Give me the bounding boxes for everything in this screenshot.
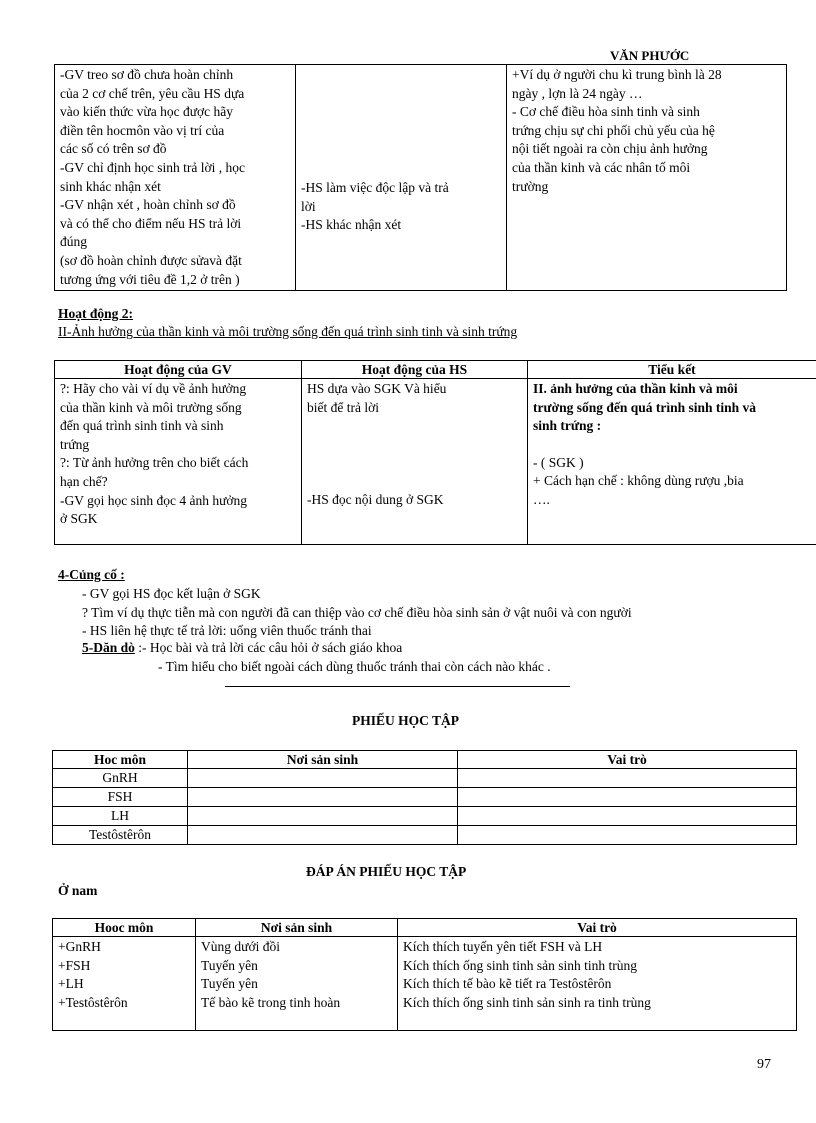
worksheet-title: PHIẾU HỌC TẬP xyxy=(352,713,460,728)
answer-line: Vùng dưới đồi xyxy=(201,939,280,954)
hs-activity-cell xyxy=(296,65,507,291)
text-line: +Ví dụ ở người chu kì trung bình là 28 xyxy=(512,67,722,82)
answer-line: Tuyến yên xyxy=(201,976,258,991)
role-cell[interactable] xyxy=(458,826,797,845)
origin-cell[interactable] xyxy=(188,769,458,788)
table-header-row xyxy=(55,361,816,379)
text-line: -GV nhận xét , hoàn chỉnh sơ đồ xyxy=(60,197,236,213)
activity2-table xyxy=(54,360,816,545)
table-row xyxy=(55,379,816,545)
text-line: - HS liên hệ thực tế trả lời: uống viên thuốc tránh thai xyxy=(82,623,372,638)
hormone-cell: LH xyxy=(53,807,188,826)
table-row xyxy=(53,807,797,826)
table-header-row xyxy=(53,919,797,937)
hormone-cell: Testôstêrôn xyxy=(53,826,188,845)
text-line: tương ứng với tiêu đề 1,2 ở trên ) xyxy=(60,271,240,287)
header-summary: Tiểu kết xyxy=(528,361,816,379)
header-role: Vai trò xyxy=(398,919,797,937)
homework-line-2: - Tìm hiểu cho biết ngoài cách dùng thuốc tránh thai còn cách nào khác . xyxy=(158,659,551,674)
answer-line: Kích thích ống sinh tinh sản sinh ra tinh trùng xyxy=(403,994,651,1010)
text-line: của 2 cơ chế trên, yêu cầu HS dựa xyxy=(60,85,245,101)
answer-line: Kích thích tế bào kẽ tiết ra Testôstêrôn xyxy=(403,976,612,991)
text-line: điền tên hocmôn vào vị trí của xyxy=(60,122,225,138)
header-hormone: Hooc môn xyxy=(53,919,196,937)
answer-title: ĐÁP ÁN PHIẾU HỌC TẬP xyxy=(306,864,467,879)
text-line: của thần kinh và các nhân tố môi xyxy=(512,159,691,175)
summary-cell xyxy=(528,379,816,545)
text-line: + Cách hạn chế : không dùng rượu ,bia xyxy=(533,473,744,489)
text-line: -GV gọi học sinh đọc 4 ảnh hưởng xyxy=(60,492,248,508)
page-number: 97 xyxy=(757,1057,771,1072)
answer-line: +FSH xyxy=(58,957,91,973)
answer-table xyxy=(52,918,797,1031)
text-line: (sơ đồ hoàn chỉnh được sửavà đặt xyxy=(60,252,242,268)
table-header-row xyxy=(53,751,797,769)
activity2-subtitle: II-Ảnh hưởng của thần kinh và môi trường sống đến quá trình sinh tinh và sinh trứng xyxy=(58,324,518,339)
text-line: ở SGK xyxy=(60,511,98,527)
header-origin: Nơi sản sinh xyxy=(188,751,458,769)
text-line: -HS làm việc độc lập và trả xyxy=(301,180,449,196)
homework-title: 5-Dăn dò xyxy=(82,640,135,655)
homework-text: :- Học bài và trả lời các câu hỏi ở sách giáo khoa xyxy=(138,640,403,655)
text-line: sinh khác nhận xét xyxy=(60,178,161,194)
role-cell[interactable] xyxy=(458,788,797,807)
gv-activity-cell xyxy=(55,65,296,291)
header-hormone: Hoc môn xyxy=(53,751,188,769)
text-line: ? Tìm ví dụ thực tiễn mà con người đã can thiệp vào cơ chế điều hòa sinh sản ở vật nuôi và con người xyxy=(82,604,632,620)
text-line: -GV treo sơ đồ chưa hoàn chỉnh xyxy=(60,67,234,82)
table-row xyxy=(53,788,797,807)
hormone-cell xyxy=(53,937,196,1031)
text-line: ngày , lợn là 24 ngày … xyxy=(512,85,643,101)
answer-line: Kích thích tuyến yên tiết FSH và LH xyxy=(403,939,603,954)
text-line: -GV chỉ định học sinh trả lời , học xyxy=(60,159,245,175)
text-line: nội tiết ngoài ra còn chịu ảnh hưởng xyxy=(512,141,708,157)
text-line: - GV gọi HS đọc kết luận ở SGK xyxy=(82,586,261,601)
top-activity-table xyxy=(54,64,787,291)
text-line: và có thể cho điểm nếu HS trả lời xyxy=(60,215,242,231)
text-line: ?: Từ ảnh hưởng trên cho biết cách xyxy=(60,455,249,471)
text-line: - Cơ chế điều hòa sinh tinh và sinh xyxy=(512,104,700,120)
worksheet-table xyxy=(52,750,797,845)
hormone-cell: GnRH xyxy=(53,769,188,788)
hs-line: biết để trả lời xyxy=(307,399,379,415)
role-cell[interactable] xyxy=(458,769,797,788)
text-line: trường sống đến quá trình sinh tinh và xyxy=(533,399,757,415)
gv-activity-cell xyxy=(55,379,302,545)
consolidation-list xyxy=(82,585,632,641)
text-line: đúng xyxy=(60,234,87,250)
text-line: - ( SGK ) xyxy=(533,454,584,470)
summary-cell xyxy=(507,65,787,291)
text-line: II. ảnh hưởng của thần kinh và môi xyxy=(533,381,738,396)
hs-line: HS dựa vào SGK Và hiểu xyxy=(307,381,447,396)
origin-cell[interactable] xyxy=(188,807,458,826)
answer-line: +GnRH xyxy=(58,939,101,954)
text-line: hạn chế? xyxy=(60,473,108,489)
spacer xyxy=(533,436,811,454)
origin-cell[interactable] xyxy=(188,788,458,807)
answer-line: +LH xyxy=(58,976,84,991)
hs-line: -HS đọc nội dung ở SGK xyxy=(307,492,444,508)
table-row xyxy=(53,769,797,788)
hormone-cell: FSH xyxy=(53,788,188,807)
answer-line: Tuyến yên xyxy=(201,957,258,973)
text-line: của thần kinh và môi trường sống xyxy=(60,399,242,415)
consolidation-title: 4-Củng cố : xyxy=(58,567,125,582)
header-origin: Nơi sản sinh xyxy=(196,919,398,937)
role-cell xyxy=(398,937,797,1031)
text-line: trứng chịu sự chi phối chủ yếu của hệ xyxy=(512,122,715,138)
origin-cell[interactable] xyxy=(188,826,458,845)
homework-line-1 xyxy=(82,640,402,656)
origin-cell xyxy=(196,937,398,1031)
table-row xyxy=(53,826,797,845)
role-cell[interactable] xyxy=(458,807,797,826)
answer-line: Tế bào kẽ trong tinh hoàn xyxy=(201,994,341,1010)
text-line: trứng xyxy=(60,436,90,452)
activity2-title: Hoạt động 2: xyxy=(58,306,134,321)
hs-activity-cell xyxy=(302,379,528,545)
answer-subtitle: Ở nam xyxy=(58,883,98,898)
answer-line: +Testôstêrôn xyxy=(58,994,128,1010)
text-line: đến quá trình sinh tinh và sinh xyxy=(60,418,224,434)
header-role: Vai trò xyxy=(458,751,797,769)
text-line: ?: Hãy cho vài ví dụ về ảnh hưởng xyxy=(60,381,247,396)
text-line: lời xyxy=(301,198,316,214)
text-line: -HS khác nhận xét xyxy=(301,217,402,233)
text-line: vào kiến thức vừa học được hãy xyxy=(60,104,234,120)
header-author: VĂN PHƯỚC xyxy=(610,48,690,63)
answer-line: Kích thích ống sinh tinh sản sinh tinh trùng xyxy=(403,957,637,973)
table-row xyxy=(55,65,787,291)
table-row xyxy=(53,937,797,1031)
text-line: các số có trên sơ đồ xyxy=(60,141,167,157)
header-hs: Hoạt động của HS xyxy=(302,361,528,379)
text-line: trường xyxy=(512,178,549,194)
divider xyxy=(225,686,570,687)
text-line: sinh trứng : xyxy=(533,418,602,434)
header-gv: Hoạt động của GV xyxy=(55,361,302,379)
text-line: …. xyxy=(533,491,550,507)
